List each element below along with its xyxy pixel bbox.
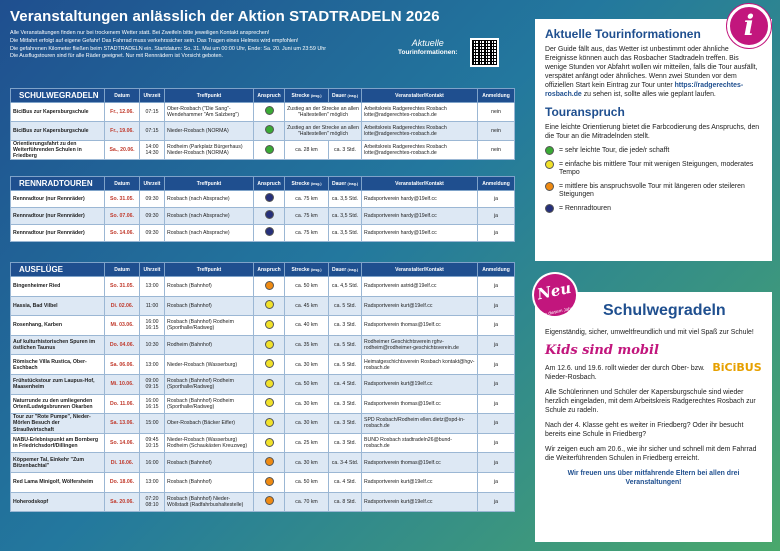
event-duration: ca. 4 Std.: [329, 374, 362, 394]
table-row: [11, 355, 515, 375]
table-row: [11, 208, 515, 225]
event-organizer: Radsportverein thomas@19elf.cc: [362, 394, 478, 414]
event-organizer: Radsportverein thomas@19elf.cc: [362, 316, 478, 336]
event-level: [254, 355, 285, 375]
level-dot-icon: [265, 496, 274, 505]
legend: [545, 147, 762, 213]
event-organizer: BUND Rosbach stadtradeln26@bund-rosbach.de: [362, 433, 478, 453]
event-duration: ca. 3,5 Std.: [329, 225, 362, 242]
column-header: Strecke (insg.): [285, 263, 329, 277]
event-duration: ca. 8 Std.: [329, 492, 362, 512]
event-meetpoint: Nieder-Rosbach (Wasserburg) Rodheim (Schaukästen Kreuzweg): [165, 433, 254, 453]
event-distance: ca. 30 km: [285, 453, 329, 473]
event-duration: ca. 3 Std.: [329, 141, 362, 160]
event-level: [254, 316, 285, 336]
event-name: Naturrunde zu den umliegenden Orten/Ludwigsbrunnen Okarben: [11, 394, 105, 414]
schulweg-p3: Nach der 4. Klasse geht es weiter in Friedberg? Oder ihr besucht bereits eine Schule in Friedberg?: [545, 422, 744, 438]
event-duration: ca. 3 Std.: [329, 433, 362, 453]
column-header: Treffpunkt: [165, 263, 254, 277]
column-header: Dauer (insg.): [329, 263, 362, 277]
schulweg-intro: Eigenständig, sicher, umweltfreundlich und mit viel Spaß zur Schule!: [545, 329, 754, 336]
schulweg-card: [535, 292, 772, 542]
table-row: [11, 453, 515, 473]
level-dot-icon: [265, 359, 274, 368]
event-time: 16:00 16:15: [140, 394, 165, 414]
table-row: [11, 277, 515, 297]
info-column: [535, 0, 780, 551]
tour-info-card: [535, 19, 772, 261]
schulweg-p2: Alle Schülerinnen und Schüler der Kapersburgschule sind wieder herzlich eingeladen, mit dem Arbeitskreis Radgerechtes Rosbach zur Schule zu radeln.: [545, 389, 756, 414]
column-header: Veranstalter/Kontakt: [362, 89, 478, 103]
event-name: Hassia, Bad Vilbel: [11, 296, 105, 316]
event-duration: ca. 3 Std.: [329, 316, 362, 336]
rennradtouren-table: [10, 176, 515, 242]
event-meetpoint: Rosbach (Bahnhof) Nieder-Wöllstadt (Radfahrbushaltestelle): [165, 492, 254, 512]
event-organizer: Radsportverein kurt@19elf.cc: [362, 296, 478, 316]
event-time: 16:00 16:15: [140, 316, 165, 336]
event-distance: ca. 70 km: [285, 492, 329, 512]
event-name: Auf kulturhistorischen Spuren im östlichen Taunus: [11, 335, 105, 355]
event-time: 15:00: [140, 414, 165, 434]
event-registration: ja: [478, 374, 515, 394]
event-registration: ja: [478, 492, 515, 512]
event-time: 09:30: [140, 191, 165, 208]
event-organizer: Heimatgeschichtsverein Rosbach kontakt@hgv-rosbach.de: [362, 355, 478, 375]
event-level: [254, 394, 285, 414]
event-date: Di. 02.06.: [105, 296, 140, 316]
event-date: Mi. 03.06.: [105, 316, 140, 336]
event-meetpoint: Rosbach (Bahnhof): [165, 296, 254, 316]
event-duration: ca. 3 Std.: [329, 414, 362, 434]
event-duration: ca. 4,5 Std.: [329, 277, 362, 297]
info-link[interactable]: https://radgerechtes-rosbach.de: [545, 82, 744, 98]
column-header: Uhrzeit: [140, 263, 165, 277]
event-time: 13:00: [140, 277, 165, 297]
event-time: 16:00: [140, 453, 165, 473]
event-registration: ja: [478, 296, 515, 316]
event-distance: ca. 30 km: [285, 355, 329, 375]
event-registration: ja: [478, 453, 515, 473]
event-distance: ca. 50 km: [285, 472, 329, 492]
event-duration: ca. 3-4 Std.: [329, 453, 362, 473]
event-duration: ca. 5 Std.: [329, 296, 362, 316]
event-distance: ca. 28 km: [285, 141, 329, 160]
event-distance: ca. 35 km: [285, 335, 329, 355]
level-dot-icon: [265, 227, 274, 236]
tourinfo-label: Aktuelle Tourinformationen:: [398, 38, 458, 56]
event-name: Rosenhang, Karben: [11, 316, 105, 336]
event-meetpoint: Rosbach (Bahnhof) Rodheim (Sporthalle/Radweg): [165, 316, 254, 336]
event-name: Tour zur "Rote Pumpe", Nieder-Mörlen Besuch der Straußwirtschaft: [11, 414, 105, 434]
event-name: BiciBus zur Kapersburgschule: [11, 103, 105, 122]
event-date: Fr., 19.06.: [105, 122, 140, 141]
level-dot-icon: [545, 146, 554, 155]
event-name: Rennradtour (nur Rennräder): [11, 208, 105, 225]
column-header: Anspruch: [254, 263, 285, 277]
column-header: Dauer (insg.): [329, 89, 362, 103]
level-dot-icon: [545, 204, 554, 213]
anspruch-title: Touranspruch: [545, 105, 625, 119]
schulweg-title: Schulwegradeln: [603, 302, 726, 319]
event-level: [254, 414, 285, 434]
event-time: 07:15: [140, 122, 165, 141]
event-registration: ja: [478, 472, 515, 492]
event-date: So. 07.06.: [105, 208, 140, 225]
event-time: 11:00: [140, 296, 165, 316]
event-level: [254, 103, 285, 122]
level-dot-icon: [265, 379, 274, 388]
event-name: Hoherodskopf: [11, 492, 105, 512]
info-title: Aktuelle Tourinformationen: [545, 27, 701, 41]
table-row: [11, 316, 515, 336]
column-header: Anmeldung: [478, 263, 515, 277]
event-name: Frühstückstour zum Laupus-Hof, Maasenheim: [11, 374, 105, 394]
event-registration: nein: [478, 103, 515, 122]
event-registration: ja: [478, 433, 515, 453]
event-organizer: Radsportverein hardy@19elf.cc: [362, 225, 478, 242]
event-meetpoint: Ober-Rosbach (Bäcker Eifler): [165, 414, 254, 434]
qr-code-icon[interactable]: [470, 38, 499, 67]
event-distance: ca. 45 km: [285, 296, 329, 316]
event-level: [254, 208, 285, 225]
event-organizer: SPD Rosbach/Rodheim ellen.dietz@spd-in-rosbach.de: [362, 414, 478, 434]
legend-item: = sehr leichte Tour, die jede/r schafft: [545, 147, 762, 155]
event-name: BiciBus zur Kapersburgschule: [11, 122, 105, 141]
level-dot-icon: [265, 438, 274, 447]
event-name: Red Lama Minigolf, Wölfersheim: [11, 472, 105, 492]
schulweg-end: Wir freuen uns über mitfahrende Eltern bei allen drei Veranstaltungen!: [567, 470, 740, 486]
level-dot-icon: [545, 160, 554, 169]
event-level: [254, 191, 285, 208]
event-distance: ca. 75 km: [285, 225, 329, 242]
table-row: [11, 122, 515, 141]
event-registration: ja: [478, 335, 515, 355]
table-row: [11, 335, 515, 355]
column-header: Anmeldung: [478, 89, 515, 103]
event-distance: Zustieg an der Strecke an allen "Haltestellen" möglich: [285, 103, 362, 122]
column-header: Datum: [105, 89, 140, 103]
event-time: 07:15: [140, 103, 165, 122]
event-meetpoint: Rosbach (nach Absprache): [165, 191, 254, 208]
section-title: SCHULWEGRADELN: [11, 89, 105, 103]
event-organizer: Radsportverein kurt@19elf.cc: [362, 472, 478, 492]
event-date: Sa. 06.06.: [105, 355, 140, 375]
anspruch-text: Eine leichte Orientierung bietet die Farbcodierung des Anspruchs, den die Tour an die Mitradelnden stellt.: [545, 124, 760, 140]
event-level: [254, 141, 285, 160]
event-date: Fr., 12.06.: [105, 103, 140, 122]
notes: Alle Veranstaltungen finden nur bei trockenem Wetter statt. Bei Zweifeln bitte jeweiligen Kontakt ansprechen! Die Mitfahrt erfolgt auf eigene Gefahr! Das Fahrrad muss verkehrssicher sein. Das Tragen eines Helmes wird empfohlen! Die gefahrenen Kilometer fließen beim STADTRADELN ein. Startdatum: So. 31. Mai um 00:00 Uhr, Ende: Sa. 20. Juni um 23:59 Uhr Die Ausflugstouren sind für alle Räder geeignet. Nur mit Rennrädern ist Vorsicht geboten.: [10, 30, 327, 60]
event-time: 14:00 14:30: [140, 141, 165, 160]
column-header: Uhrzeit: [140, 89, 165, 103]
table-row: [11, 191, 515, 208]
table-row: [11, 141, 515, 160]
event-registration: ja: [478, 225, 515, 242]
event-date: Do. 18.06.: [105, 472, 140, 492]
schulwegradeln-table: [10, 88, 515, 160]
event-name: Orientierungsfahrt zu den Weiterführenden Schulen in Friedberg: [11, 141, 105, 160]
event-registration: ja: [478, 277, 515, 297]
event-registration: nein: [478, 141, 515, 160]
table-row: [11, 374, 515, 394]
event-meetpoint: Rodheim (Parkplatz Bürgerhaus) Nieder-Rosbach (NORMA): [165, 141, 254, 160]
table-row: [11, 394, 515, 414]
column-header: Veranstalter/Kontakt: [362, 177, 478, 191]
event-distance: Zustieg an der Strecke an allen "Haltestellen" möglich: [285, 122, 362, 141]
event-meetpoint: Rosbach (nach Absprache): [165, 225, 254, 242]
event-level: [254, 453, 285, 473]
event-date: Sa. 20.06.: [105, 492, 140, 512]
section-title: AUSFLÜGE: [11, 263, 105, 277]
event-date: So. 14.06.: [105, 433, 140, 453]
event-distance: ca. 25 km: [285, 433, 329, 453]
event-meetpoint: Rodheim (Bahnhof): [165, 335, 254, 355]
event-name: Köppemer Tal, Einkehr "Zum Bitzenbachtal": [11, 453, 105, 473]
level-dot-icon: [265, 457, 274, 466]
event-organizer: Radsportverein kurt@19elf.cc: [362, 492, 478, 512]
event-name: Rennradtour (nur Rennräder): [11, 191, 105, 208]
event-name: Römische Villa Rustica, Ober-Eschbach: [11, 355, 105, 375]
event-registration: ja: [478, 394, 515, 414]
event-duration: ca. 3,5 Std.: [329, 208, 362, 225]
level-dot-icon: [265, 320, 274, 329]
event-distance: ca. 40 km: [285, 316, 329, 336]
event-level: [254, 335, 285, 355]
event-level: [254, 225, 285, 242]
event-organizer: Radsportverein thomas@19elf.cc: [362, 453, 478, 473]
kids-logo: Kids sind mobil: [545, 343, 659, 358]
event-date: Sa., 20.06.: [105, 141, 140, 160]
event-registration: nein: [478, 122, 515, 141]
event-date: So. 14.06.: [105, 225, 140, 242]
level-dot-icon: [265, 477, 274, 486]
event-name: Bingenheimer Ried: [11, 277, 105, 297]
event-registration: ja: [478, 355, 515, 375]
table-row: [11, 492, 515, 512]
event-organizer: Radsportverein kurt@19elf.cc: [362, 374, 478, 394]
event-date: So. 31.05.: [105, 277, 140, 297]
event-organizer: Radsportverein astrid@19elf.cc: [362, 277, 478, 297]
event-organizer: Arbeitskreis Radgerechtes Rosbach lotte@radgerechtes-rosbach.de: [362, 122, 478, 141]
schulweg-p1: Am 12.6. und 19.6. rollt wieder der durch Ober- bzw. Nieder-Rosbach.: [545, 365, 705, 381]
event-name: Rennradtour (nur Rennräder): [11, 225, 105, 242]
level-dot-icon: [265, 193, 274, 202]
event-organizer: Radsportverein hardy@19elf.cc: [362, 208, 478, 225]
level-dot-icon: [265, 106, 274, 115]
event-date: Di. 16.06.: [105, 453, 140, 473]
event-organizer: Radsportverein hardy@19elf.cc: [362, 191, 478, 208]
column-header: Datum: [105, 177, 140, 191]
legend-item: = einfache bis mittlere Tour mit wenigen Steigungen, moderates Tempo: [545, 161, 762, 177]
level-dot-icon: [265, 210, 274, 219]
ausfluege-table: [10, 262, 515, 512]
level-dot-icon: [265, 418, 274, 427]
section-title: RENNRADTOUREN: [11, 177, 105, 191]
level-dot-icon: [265, 398, 274, 407]
event-name: NABU-Erlebnispunkt am Bornberg in Friedrichsdorf/Dillingen: [11, 433, 105, 453]
event-date: Do. 04.06.: [105, 335, 140, 355]
event-meetpoint: Nieder-Rosbach (Wasserburg): [165, 355, 254, 375]
event-registration: ja: [478, 191, 515, 208]
column-header: Anspruch: [254, 177, 285, 191]
column-header: Veranstalter/Kontakt: [362, 263, 478, 277]
event-level: [254, 122, 285, 141]
event-date: Mi. 10.06.: [105, 374, 140, 394]
level-dot-icon: [265, 125, 274, 134]
info-icon: i: [727, 4, 771, 48]
level-dot-icon: [265, 340, 274, 349]
column-header: Datum: [105, 263, 140, 277]
legend-item: = Rennradtouren: [545, 205, 762, 213]
event-registration: ja: [478, 414, 515, 434]
new-badge: Neu in diesem Jahr!: [528, 268, 583, 323]
event-meetpoint: Ober-Rosbach ("Die Sang"- Wendehammer "Am Salzberg"): [165, 103, 254, 122]
info-text: Der Guide fällt aus, das Wetter ist unbestimmt oder ähnliche Ereignisse können auch das Rosbacher Stadtradeln treffen. Bis wenige Stunden vor Abfahrt wollen wir mitteilen, falls die Tour ausfällt, verspätet anfängt oder ähnliches. Wenn zwei Stunden vor dem offiziellen Start kein Eintrag zur Tour unter https://radgerechtes-rosbach.de zu sehen ist, sollte alles wie geplant laufen.: [545, 46, 758, 98]
event-distance: ca. 50 km: [285, 277, 329, 297]
event-meetpoint: Rosbach (Bahnhof) Rodheim (Sporthalle/Radweg): [165, 374, 254, 394]
event-duration: ca. 4 Std.: [329, 472, 362, 492]
event-duration: ca. 5 Std.: [329, 335, 362, 355]
event-distance: ca. 30 km: [285, 414, 329, 434]
event-level: [254, 277, 285, 297]
table-row: [11, 414, 515, 434]
event-time: 09:00 09:15: [140, 374, 165, 394]
event-distance: ca. 30 km: [285, 394, 329, 414]
column-header: Treffpunkt: [165, 177, 254, 191]
event-meetpoint: Rosbach (Bahnhof): [165, 453, 254, 473]
event-time: 13:00: [140, 355, 165, 375]
event-registration: ja: [478, 316, 515, 336]
level-dot-icon: [265, 145, 274, 154]
event-registration: ja: [478, 208, 515, 225]
legend-item: = mittlere bis anspruchsvolle Tour mit längeren oder steileren Steigungen: [545, 183, 762, 199]
table-row: [11, 296, 515, 316]
event-level: [254, 374, 285, 394]
event-level: [254, 472, 285, 492]
column-header: Uhrzeit: [140, 177, 165, 191]
column-header: Strecke (insg.): [285, 89, 329, 103]
event-meetpoint: Rosbach (Bahnhof) Rodheim (Sporthalle/Radweg): [165, 394, 254, 414]
event-meetpoint: Rosbach (Bahnhof): [165, 277, 254, 297]
event-date: So. 31.05.: [105, 191, 140, 208]
event-distance: ca. 50 km: [285, 374, 329, 394]
event-time: 10:30: [140, 335, 165, 355]
event-duration: ca. 3 Std.: [329, 394, 362, 414]
event-duration: ca. 5 Std.: [329, 355, 362, 375]
event-time: 09:30: [140, 225, 165, 242]
table-row: [11, 472, 515, 492]
event-meetpoint: Rosbach (Bahnhof): [165, 472, 254, 492]
level-dot-icon: [265, 281, 274, 290]
level-dot-icon: [545, 182, 554, 191]
event-time: 13:00: [140, 472, 165, 492]
level-dot-icon: [265, 300, 274, 309]
event-level: [254, 492, 285, 512]
event-date: Do. 11.06.: [105, 394, 140, 414]
event-meetpoint: Rosbach (nach Absprache): [165, 208, 254, 225]
event-time: 09:45 10:15: [140, 433, 165, 453]
schulweg-p4: Wir zeigen euch am 20.6., wie ihr sicher und schnell mit dem Fahrrad die Weiterführenden Schulen in Friedberg erreicht.: [545, 446, 757, 462]
event-date: Sa. 13.06.: [105, 414, 140, 434]
column-header: Dauer (insg.): [329, 177, 362, 191]
event-level: [254, 296, 285, 316]
column-header: Treffpunkt: [165, 89, 254, 103]
event-time: 07:20 08:10: [140, 492, 165, 512]
column-header: Anmeldung: [478, 177, 515, 191]
event-distance: ca. 75 km: [285, 208, 329, 225]
column-header: Anspruch: [254, 89, 285, 103]
event-level: [254, 433, 285, 453]
event-organizer: Rodheimer Geschichtsverein rghv-rodheim@rodheimer-geschichtsverein.de: [362, 335, 478, 355]
table-row: [11, 433, 515, 453]
table-row: [11, 225, 515, 242]
column-header: Strecke (insg.): [285, 177, 329, 191]
event-meetpoint: Nieder-Rosbach (NORMA): [165, 122, 254, 141]
event-time: 09:30: [140, 208, 165, 225]
table-row: [11, 103, 515, 122]
bicibus-logo: BiCiBUS: [712, 361, 762, 374]
event-duration: ca. 3,5 Std.: [329, 191, 362, 208]
event-distance: ca. 75 km: [285, 191, 329, 208]
event-organizer: Arbeitskreis Radgerechtes Rosbach lotte@radgerechtes-rosbach.de: [362, 141, 478, 160]
page-title: Veranstaltungen anlässlich der Aktion STADTRADELN 2026: [10, 8, 440, 25]
event-organizer: Arbeitskreis Radgerechtes Rosbach lotte@radgerechtes-rosbach.de: [362, 103, 478, 122]
